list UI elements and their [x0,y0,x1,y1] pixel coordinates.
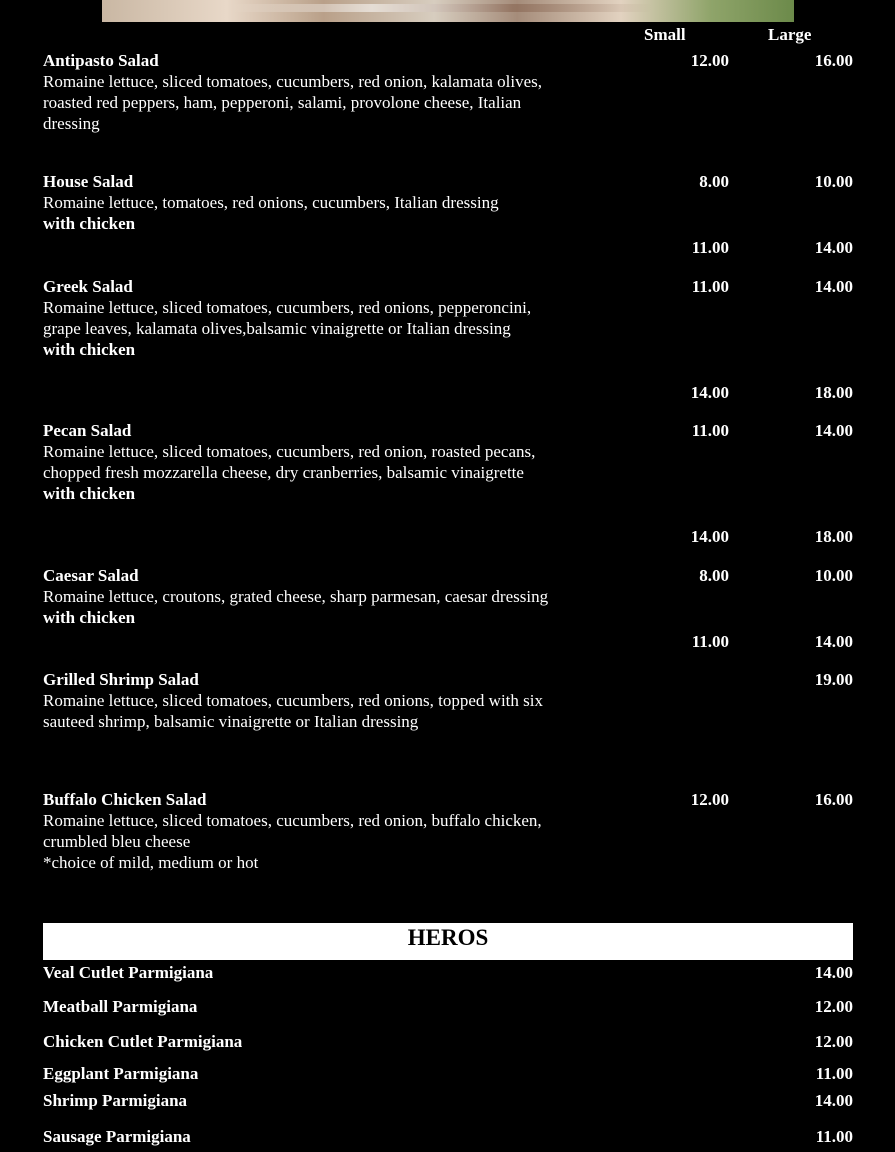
item-description-line: Romaine lettuce, sliced tomatoes, cucumbers, red onions, pepperoncini, [43,298,532,317]
menu-item-grilled-shrimp-salad [43,669,603,732]
price-large: 10.00 [814,566,853,585]
price-chicken-small: 11.00 [691,238,729,257]
item-description-line: sauteed shrimp, balsamic vinaigrette or Italian dressing [43,712,419,731]
item-description-line: roasted red peppers, ham, pepperoni, salami, provolone cheese, Italian [43,93,522,112]
menu-item-caesar-salad [43,565,603,628]
hero-item-name: Sausage Parmigiana [43,1127,191,1146]
menu-item-greek-salad [43,276,603,360]
section-header-heros [43,923,853,960]
hero-item-price: 11.00 [815,1127,853,1146]
menu-item-house-salad [43,171,603,234]
item-description-line: Romaine lettuce, tomatoes, red onions, cucumbers, Italian dressing [43,193,499,212]
price-chicken-large: 14.00 [814,632,853,651]
section-title: HEROS [407,925,489,950]
hero-item-price: 12.00 [814,997,853,1016]
price-large: 14.00 [814,421,853,440]
item-name: Antipasto Salad [43,51,159,70]
price-large: 16.00 [814,790,853,809]
price-small: 8.00 [699,172,729,191]
item-description-line: Romaine lettuce, croutons, grated cheese, sharp parmesan, caesar dressing [43,587,549,606]
price-small: 8.00 [699,566,729,585]
price-chicken-small: 14.00 [690,527,729,546]
menu-item-pecan-salad [43,420,603,504]
hero-item-price: 14.00 [814,963,853,982]
with-chicken-label: with chicken [43,340,136,359]
hero-item-name: Shrimp Parmigiana [43,1091,188,1110]
item-description-line: crumbled bleu cheese [43,832,191,851]
item-name: Greek Salad [43,277,133,296]
item-description-line: grape leaves, kalamata olives,balsamic vinaigrette or Italian dressing [43,319,511,338]
price-chicken-large: 14.00 [814,238,853,257]
hero-item-name: Eggplant Parmigiana [43,1064,199,1083]
price-chicken-small: 14.00 [690,383,729,402]
item-name: Pecan Salad [43,421,132,440]
column-header-large: Large [768,25,812,44]
item-description-line: dressing [43,114,100,133]
item-description-line: chopped fresh mozzarella cheese, dry cranberries, balsamic vinaigrette [43,463,524,482]
hero-item-price: 14.00 [814,1091,853,1110]
price-large: 14.00 [814,277,853,296]
with-chicken-label: with chicken [43,608,136,627]
item-name: Caesar Salad [43,566,139,585]
column-header-small: Small [644,25,686,44]
with-chicken-label: with chicken [43,214,136,233]
item-description-line: Romaine lettuce, sliced tomatoes, cucumbers, red onion, kalamata olives, [43,72,542,91]
price-large: 10.00 [814,172,853,191]
price-small: 12.00 [690,51,729,70]
item-name: House Salad [43,172,134,191]
item-description-line: Romaine lettuce, sliced tomatoes, cucumbers, red onion, buffalo chicken, [43,811,542,830]
price-small: 11.00 [691,277,729,296]
menu-item-antipasto-salad [43,50,603,134]
item-note: *choice of mild, medium or hot [43,853,259,872]
price-large: 19.00 [814,670,853,689]
item-description-line: Romaine lettuce, sliced tomatoes, cucumbers, red onions, topped with six [43,691,543,710]
price-large: 16.00 [814,51,853,70]
hero-item-name: Chicken Cutlet Parmigiana [43,1032,243,1051]
item-name: Buffalo Chicken Salad [43,790,207,809]
price-chicken-large: 18.00 [814,383,853,402]
price-small: 11.00 [691,421,729,440]
hero-item-price: 11.00 [815,1064,853,1083]
item-description-line: Romaine lettuce, sliced tomatoes, cucumbers, red onion, roasted pecans, [43,442,536,461]
with-chicken-label: with chicken [43,484,136,503]
price-chicken-large: 18.00 [814,527,853,546]
hero-item-price: 12.00 [814,1032,853,1051]
menu-item-buffalo-chicken-salad [43,789,603,873]
item-name: Grilled Shrimp Salad [43,670,199,689]
food-photo-banner [102,0,794,22]
price-small: 12.00 [690,790,729,809]
hero-item-name: Veal Cutlet Parmigiana [43,963,214,982]
hero-item-name: Meatball Parmigiana [43,997,198,1016]
price-chicken-small: 11.00 [691,632,729,651]
